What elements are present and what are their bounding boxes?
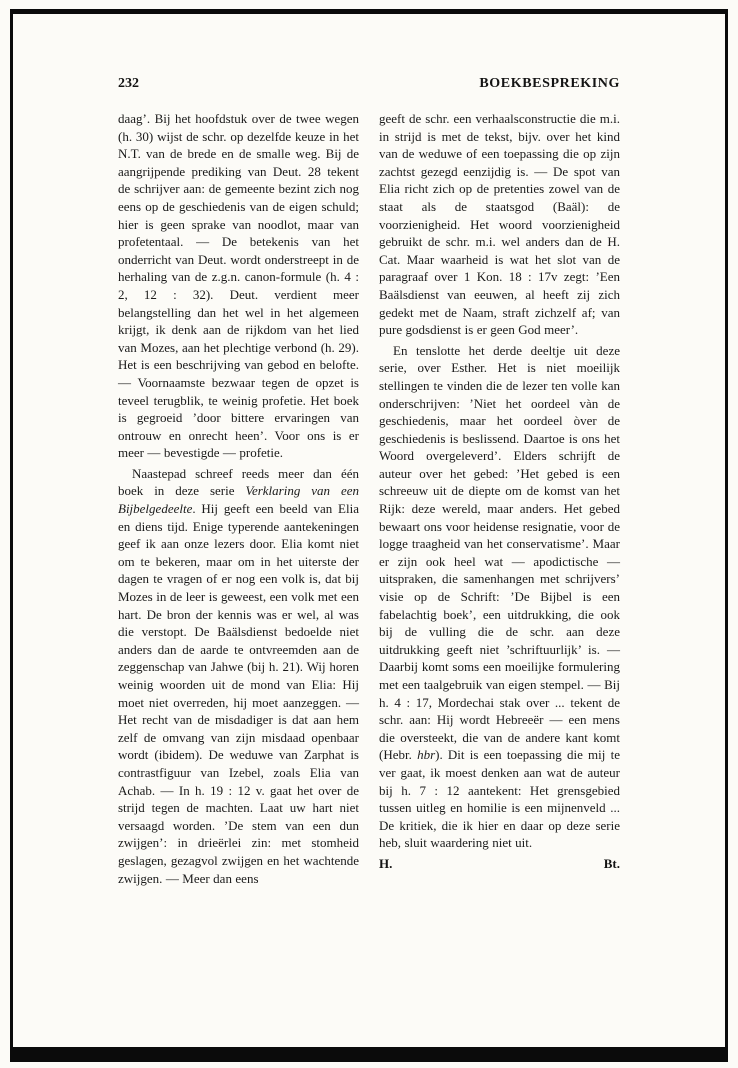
text-columns [118, 110, 620, 890]
text-run: daag’. Bij het hoofdstuk over de twee wegen (h. 30) wijst de schr. op dezelfde keuze in het N.T. van de brede en de smalle weg. Bij de aangrijpende prediking van Deut. 28 tekent de schrijver aan: de gemeente bezint zich nog eens op de geschiedenis van de eigen schuld; hier is geen sprake van noodlot, maar van profetentaal. — De betekenis van het onderricht van Deut. wordt onderstreept in de herhaling van de z.g.n. canon-formule (h. 4 : 2, 12 : 32). Deut. verdient meer belangstelling dan het wel in het algemeen krijgt, ik denk aan de rijkdom van het lied van Mozes, aan het plechtige verbond (h. 29). Het is een beschrijving van gebod en belofte. — Voornaamste bezwaar tegen de opzet is teveel terugblik, te weinig profetie. Het boek is gegroeid ’door bittere ervaringen van ontrouw en onrecht heen’. Voor ons is er meer — bevestigde — profetie. [118, 111, 359, 461]
paragraph [118, 110, 359, 462]
signature-line [379, 855, 620, 873]
running-head [118, 76, 620, 92]
page-content [118, 76, 620, 890]
page-number: 232 [118, 76, 139, 91]
left-column [118, 110, 359, 890]
text-run: En tenslotte het derde deeltje uit deze serie, over Esther. Het is niet moeilijk stellingen te vinden die de lezer ten volle kan onderschrijven: ’Niet het oordeel vàn de geschiedenis, maar het oordeel òver de geschiedenis is beslissend. Daartoe is ons het Woord overgeleverd’. Elders schrijft de auteur over het gebed: ’Het gebed is een schreeuw uit de diepte om de komst van het Rijk: deze wereld, maar anders. Het gebed bewaart ons voor heidense resignatie, voor de logge traagheid van het conservatisme’. Maar er zijn ook heel wat — apodictische — uitspraken, die samenhangen met schrijvers’ visie op de Schrift: ’De Bijbel is een fabelachtig boek’, een uitdrukking, die ook bij de vulling die de schr. aan deze uitdrukking geeft niet ’schriftuurlijk’ is. — Daarbij komt soms een moeilijke formulering met een taalgebruik van eigen stempel. — Bij h. 4 : 17, Mordechai stak over ... tekent de schr. aan: Hij wordt Hebreeër — een mens die oversteekt, die van de andere kant komt (Hebr. [379, 342, 620, 763]
text-run: . Hij geeft een beeld van Elia en diens tijd. Enige typerende aantekeningen geef ik aan onze lezers door. Elia komt niet om te bekeren, maar om in het uiterste der dagen te vragen of er nog een volk is, dat bij Mozes in de leer is geweest, een volk met een hart. De bron der kennis was er wel, al was die verstopt. De Baälsdienst bedoelde niet anders dan de aarde te ontvreemden aan de zeggenschap van Jahwe (bij h. 21). Wij horen weinig woorden uit de mond van Elia: Hij moet niet overreden, hij moet aanzeggen. — Het recht van de misdadiger is dat aan hem zelf de omvang van zijn misdaad openbaar wordt (ibidem). De weduwe van Zarphat is contrastfiguur van Izebel, zoals Elia van Achab. — In h. 19 : 12 v. gaat het over de strijd tegen de machten. Laat uw hart niet versaagd worden. ’De stem van een dun zwijgen’: in drieërlei zin: met stomheid geslagen, gezagvol zwijgen en het wachtende zwijgen. — Meer dan eens [118, 501, 359, 886]
text-run: geeft de schr. een verhaalsconstructie die m.i. in strijd is met de tekst, bijv. over het kind van de weduwe of een toepassing die op zijn zachtst gezegd eenzijdig is. — De spot van Elia richt zich op de pretenties zowel van de staat als de staatsgod (Baäl): de voorzienigheid. Het woord voorzienigheid gebruikt de schr. m.i. wel anders dan de H. Cat. Maar waarheid is wat het slot van de paragraaf over 1 Kon. 18 : 17v zegt: ’Een Baälsdienst van eeuwen, al heeft zij zich gedekt met de Naam, straft zichzelf af; van pure godsdienst is er geen God meer’. [379, 111, 620, 338]
reviewer-initial-left: H. [379, 855, 393, 871]
text-run: hbr [417, 747, 436, 763]
right-column [379, 110, 620, 890]
paragraph [379, 342, 620, 852]
text-run: Verklaring van een Bijbelgedeelte [118, 483, 359, 517]
text-run: ). Dit is een toepassing die mij te ver gaat, ik moest denken aan wat de auteur bij h. 7 : 12 aantekent: Het grensgebied tussen uitleg en homilie is een mijnenveld ... De kritiek, die ik hier en daar op deze serie heb, sluit waardering niet uit. [379, 747, 620, 851]
text-run: Naastepad schreef reeds meer dan één boek in deze serie [118, 465, 359, 499]
section-title: BOEKBESPREKING [479, 76, 620, 91]
paragraph [379, 110, 620, 339]
reviewer-initial-right: Bt. [603, 855, 620, 871]
paragraph [118, 465, 359, 887]
